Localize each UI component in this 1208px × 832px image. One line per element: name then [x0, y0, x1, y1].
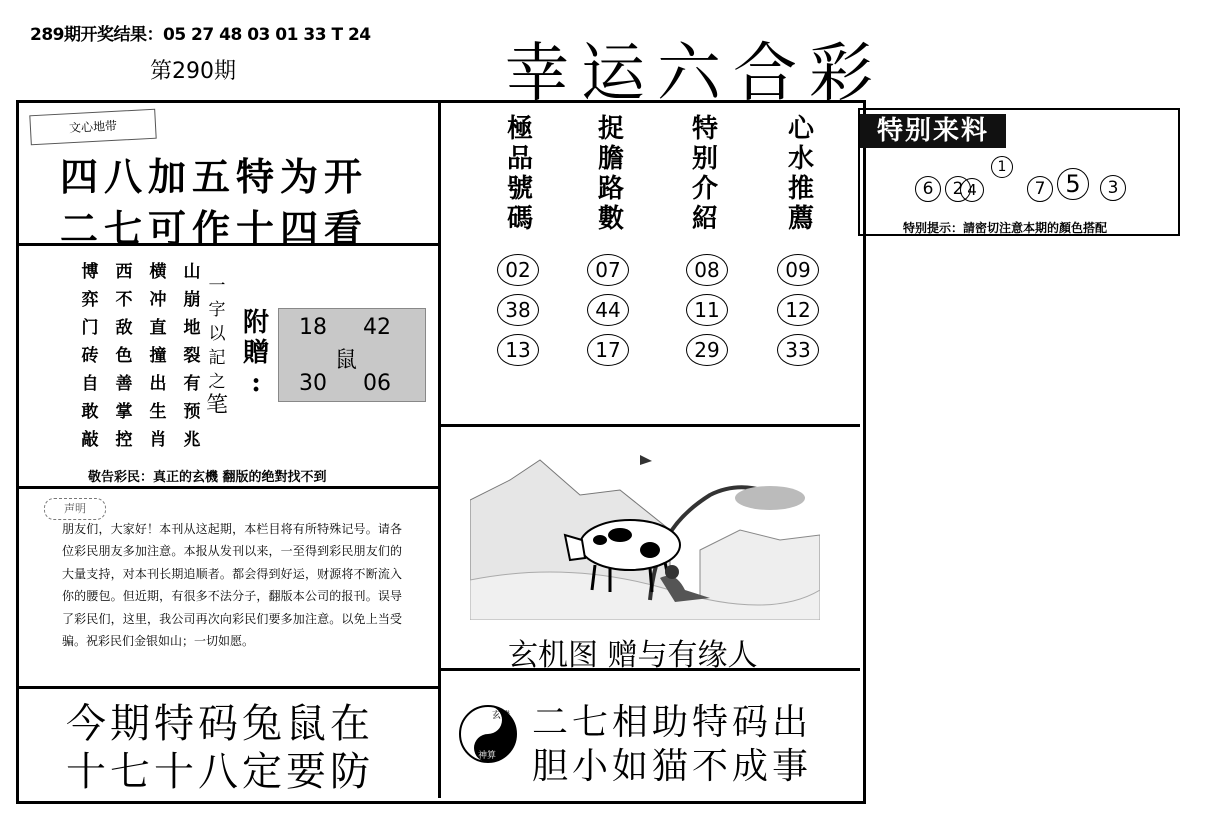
poem-char: 控 [115, 430, 133, 450]
head-char: 推 [787, 174, 814, 204]
poem-char: 肖 [149, 430, 167, 450]
illustration [470, 440, 820, 620]
poem-char: 善 [115, 374, 133, 394]
poem-char: 博 [81, 262, 99, 282]
column-head-1 [505, 114, 535, 234]
number-circle: 17 [587, 334, 629, 366]
special-tag: 特别来料 [860, 114, 1006, 148]
head-char: 紹 [691, 204, 718, 234]
poem-column-4 [180, 258, 204, 454]
note-char: 字 [208, 300, 226, 320]
head-char: 薦 [787, 204, 814, 234]
head-char: 品 [506, 144, 533, 174]
poem-column-3 [146, 258, 170, 454]
divider-left-3 [16, 686, 439, 689]
notice-text: 朋友们，大家好！本刊从这起期，本栏目将有所特殊记号。请各位彩民朋友多加注意。本报从发刊以来，一至得到彩民朋友们的大量支持，对本刊长期追顺者。都会得到好运，财源将不断流入你的腰包。但近期，有很多不法分子，翻版本公司的报刊。误导了彩民们，这里，我公司再次向彩民们要多加注意。以免上当受骗。祝彩民们金银如山；一切如愿。 [62, 522, 402, 649]
note-char: 一 [208, 276, 226, 296]
fuzeng-char: 贈 [242, 338, 269, 368]
number-circle: 38 [497, 294, 539, 326]
circled-digit: 6 [915, 176, 941, 202]
poem-char: 西 [115, 262, 133, 282]
poem-char: 敌 [115, 318, 133, 338]
page-title: 幸运六合彩 [505, 37, 885, 111]
note-char: 記 [208, 348, 226, 368]
gift-box [278, 308, 426, 402]
head-char: 水 [787, 144, 814, 174]
number-circle: 07 [587, 254, 629, 286]
note-char: 之 [208, 372, 226, 392]
previous-result: 289期开奖结果：05 27 48 03 01 33 T 24 [30, 25, 371, 45]
poem-char: 敢 [81, 402, 99, 422]
head-char: 碼 [506, 204, 533, 234]
poem-char: 门 [81, 318, 99, 338]
head-char: 路 [597, 174, 624, 204]
gift-number: 18 [299, 315, 327, 340]
gift-number: 30 [299, 371, 327, 396]
poem-char: 有 [183, 374, 201, 394]
circled-digit: 1 [991, 156, 1013, 178]
number-circle: 29 [686, 334, 728, 366]
head-char: 數 [597, 204, 624, 234]
fuzeng-label [242, 308, 270, 398]
bottom-left-line-2: 十七十八定要防 [66, 749, 374, 795]
number-circle: 44 [587, 294, 629, 326]
poem-char: 横 [149, 262, 167, 282]
special-tip: 特别提示：請密切注意本期的顏色搭配 [903, 221, 1108, 235]
left-top-line-1: 四八加五特为开 [60, 154, 369, 199]
bottom-left-line-1: 今期特码兔鼠在 [66, 701, 374, 747]
yin-yang-label: 玄機 [492, 711, 511, 721]
column-head-3 [690, 114, 720, 234]
notice-badge: 声明 [44, 498, 106, 520]
poem-char: 弈 [81, 290, 99, 310]
poem-char: 山 [183, 262, 201, 282]
circled-digit: 5 [1057, 168, 1089, 200]
poem-char: 预 [183, 402, 201, 422]
issue-number: 第290期 [150, 59, 236, 84]
bottom-right-line-2: 胆小如猫不成事 [532, 746, 813, 787]
circled-digit: 2 [945, 176, 971, 202]
circled-digit: 4 [960, 178, 984, 202]
poem-char: 地 [183, 318, 201, 338]
gift-number: 42 [363, 315, 391, 340]
head-char: 號 [506, 174, 533, 204]
head-char: 膽 [597, 144, 624, 174]
poem-char: 掌 [115, 402, 133, 422]
head-char: 介 [691, 174, 718, 204]
yin-yang-label: 神算 [478, 751, 497, 761]
vertical-note [205, 274, 229, 418]
head-char: 捉 [597, 114, 624, 144]
fuzeng-char: 附 [242, 308, 269, 338]
head-char: 極 [506, 114, 533, 144]
poem-char: 崩 [183, 290, 201, 310]
poem-char: 出 [149, 374, 167, 394]
divider-mid-1 [438, 424, 860, 427]
poem-char: 兆 [183, 430, 201, 450]
poem-char: 裂 [183, 346, 201, 366]
poem-char: 砖 [81, 346, 99, 366]
cow-landscape-icon [470, 440, 820, 620]
poem-char: 色 [115, 346, 133, 366]
yin-yang-icon [458, 704, 518, 764]
poem-char: 撞 [149, 346, 167, 366]
head-char: 别 [691, 144, 718, 174]
warning-text: 敬告彩民：真正的玄機 翻版的绝對找不到 [88, 470, 327, 485]
poem-column-1 [78, 258, 102, 454]
poem-char: 冲 [149, 290, 167, 310]
poem-column-2 [112, 258, 136, 454]
gift-zodiac: 鼠 [335, 348, 358, 373]
divider-vertical-1 [438, 100, 441, 798]
number-circle: 09 [777, 254, 819, 286]
poem-char: 自 [81, 374, 99, 394]
fuzeng-char: : [251, 368, 261, 398]
number-circle: 13 [497, 334, 539, 366]
circled-digit: 3 [1100, 175, 1126, 201]
number-circle: 02 [497, 254, 539, 286]
poem-char: 敲 [81, 430, 99, 450]
gift-number: 06 [363, 371, 391, 396]
note-char: 笔 [205, 393, 228, 418]
bottom-right-line-1: 二七相助特码出 [532, 702, 813, 743]
divider-left-2 [16, 486, 439, 489]
left-top-line-2: 二七可作十四看 [60, 206, 369, 251]
number-circle: 11 [686, 294, 728, 326]
head-char: 心 [787, 114, 814, 144]
illustration-caption: 玄机图 赠与有缘人 [508, 638, 758, 673]
column-head-4 [786, 114, 816, 234]
circled-digit: 7 [1027, 176, 1053, 202]
poem-char: 不 [115, 290, 133, 310]
column-head-2 [596, 114, 626, 234]
head-char: 特 [691, 114, 718, 144]
note-char: 以 [208, 324, 226, 344]
number-circle: 08 [686, 254, 728, 286]
section-badge: 文心地带 [29, 109, 156, 146]
number-circle: 12 [777, 294, 819, 326]
poem-char: 直 [149, 318, 167, 338]
number-circle: 33 [777, 334, 819, 366]
poem-char: 生 [149, 402, 167, 422]
